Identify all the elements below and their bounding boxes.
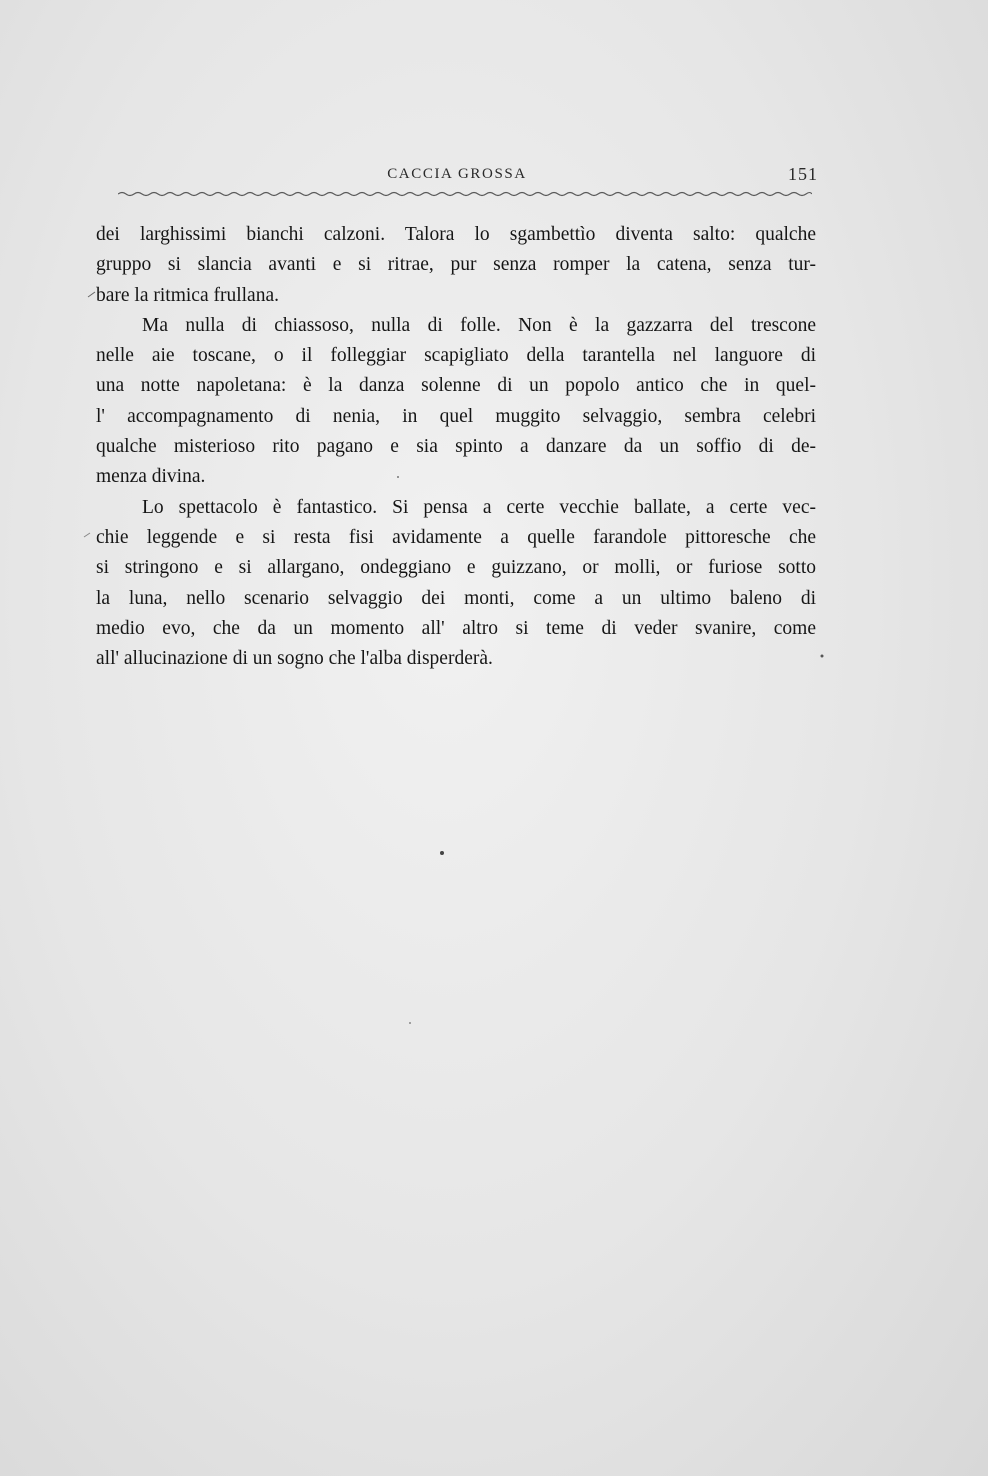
text-line: chie leggende e si resta fisi avidamente a quelle farandole pittoresche che [96, 526, 816, 548]
paragraph [96, 220, 816, 311]
text-line: si stringono e si allargano, ondeggiano e guizzano, or molli, or furiose sotto [96, 557, 816, 579]
text-line: medio evo, che da un momento all' altro si teme di veder svanire, come [96, 617, 816, 639]
running-title: CACCIA GROSSA [387, 166, 527, 182]
page-header [96, 166, 818, 190]
text-line: una notte napoletana: è la danza solenne di un popolo antico che in quel- [96, 375, 816, 397]
text-line: all' allucinazione di un sogno che l'alba disperderà. [96, 648, 493, 670]
text-line: dei larghissimi bianchi calzoni. Talora lo sgambettìo diventa salto: qualche [96, 224, 816, 245]
text-line: Lo spettacolo è fantastico. Si pensa a certe vecchie ballate, a certe vec- [142, 496, 816, 518]
text-line: gruppo si slancia avanti e si ritrae, pur senza romper la catena, senza tur- [96, 254, 816, 276]
text-line: la luna, nello scenario selvaggio dei monti, come a un ultimo baleno di [96, 587, 816, 609]
paragraph [96, 311, 816, 493]
text-line: qualche misterioso rito pagano e sia spinto a danzare da un soffio di de- [96, 436, 816, 458]
text-line: menza divina. [96, 466, 206, 488]
text-line: Ma nulla di chiassoso, nulla di folle. Non è la gazzarra del trescone [142, 314, 816, 336]
text-line: l' accompagnamento di nenia, in quel muggito selvaggio, sembra celebri [96, 405, 816, 427]
paragraph [96, 493, 816, 675]
body-text [96, 220, 816, 674]
page-number: 151 [788, 164, 818, 184]
header-rule [118, 190, 812, 198]
text-line: nelle aie toscane, o il folleggiar scapigliato della tarantella nel languore di [96, 345, 816, 367]
text-line: bare la ritmica frullana. [96, 284, 279, 306]
